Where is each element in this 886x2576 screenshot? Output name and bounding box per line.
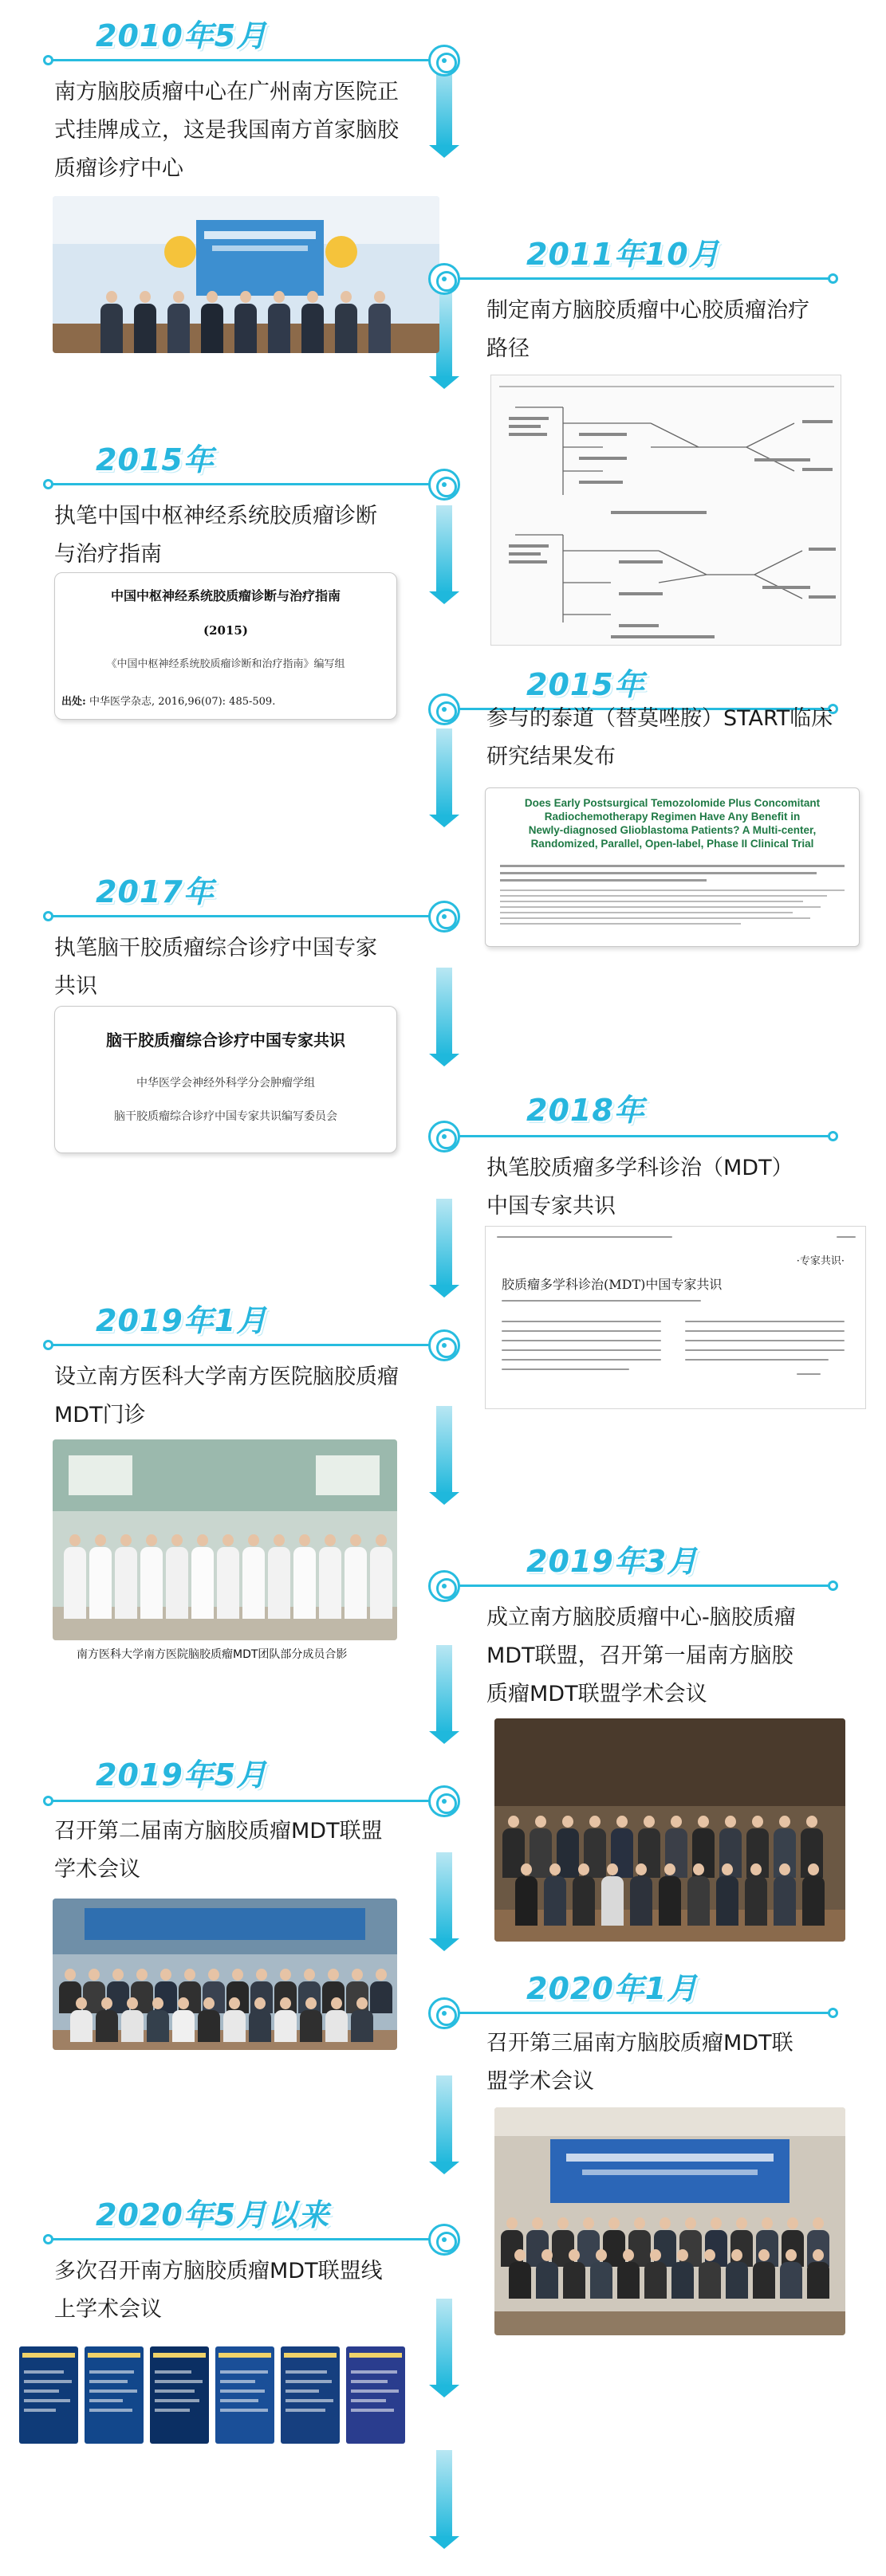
connector-line (443, 1135, 833, 1137)
brainstem-author-1: 中华医学会神经外科学分会肿瘤学组 (136, 1077, 315, 1090)
event-description: 参与的泰道（替莫唑胺）START临床 研究结果发布 (486, 706, 833, 769)
event-year: 2019年5月 (96, 1757, 268, 1793)
brainstem-author-2: 脑干胶质瘤综合诊疗中国专家共识编写委员会 (114, 1110, 337, 1123)
brainstem-title: 脑干胶质瘤综合诊疗中国专家共识 (106, 1031, 345, 1050)
guideline-document (54, 572, 397, 720)
event-description: 执笔中国中枢神经系统胶质瘤诊断 与治疗指南 (54, 504, 377, 567)
guideline-source-label: 出处: (61, 696, 86, 708)
timeline-node (428, 2224, 460, 2256)
connector-line (443, 2012, 833, 2014)
event-description: 多次召开南方脑胶质瘤MDT联盟线 上学术会议 (54, 2259, 383, 2322)
guideline-title: 中国中枢神经系统胶质瘤诊断与治疗指南 (110, 588, 341, 603)
event-year: 2020年1月 (526, 1971, 699, 2006)
first-conference-photo (494, 1718, 845, 1942)
event-description: 制定南方脑胶质瘤中心胶质瘤治疗 路径 (486, 298, 809, 361)
event-description: 执笔胶质瘤多学科诊治（MDT） 中国专家共识 (486, 1156, 793, 1219)
start-trial-paper (485, 787, 860, 947)
timeline-node (428, 901, 460, 933)
timeline-node (428, 45, 460, 77)
third-conference-photo (494, 2107, 845, 2335)
guideline-source: 中华医学杂志, 2016,96(07): 485-509. (89, 696, 276, 708)
event-description: 设立南方医科大学南方医院脑胶质瘤 MDT门诊 (54, 1365, 399, 1427)
connector-line (48, 1344, 447, 1346)
brainstem-consensus-document (54, 1006, 397, 1153)
timeline-node (428, 1570, 460, 1602)
timeline-node (428, 469, 460, 501)
connector-line (48, 915, 447, 917)
timeline-node (428, 693, 460, 725)
event-year: 2010年5月 (96, 18, 268, 53)
guideline-group: 《中国中枢神经系统胶质瘤诊断和治疗指南》编写组 (106, 658, 345, 670)
online-conference-posters (19, 2342, 418, 2453)
event-year: 2020年5月以来 (96, 2197, 330, 2232)
connector-line (48, 1800, 447, 1802)
event-year: 2017年 (96, 874, 215, 909)
event-year: 2015年 (96, 442, 215, 477)
event-year: 2015年 (526, 667, 645, 702)
guideline-year: (2015) (203, 623, 248, 638)
connector-line (443, 277, 833, 280)
event-description: 执笔脑干胶质瘤综合诊疗中国专家 共识 (54, 936, 377, 999)
mdt-title: 胶质瘤多学科诊治(MDT)中国专家共识 (502, 1277, 723, 1292)
connector-line (48, 483, 447, 485)
timeline-spine (436, 27, 452, 2538)
mdt-consensus-paper (485, 1226, 866, 1409)
event-year: 2019年1月 (96, 1303, 268, 1338)
ceremony-photo (53, 196, 439, 353)
event-year: 2011年10月 (526, 237, 720, 272)
connector-line (48, 59, 447, 61)
timeline-node (428, 1329, 460, 1361)
event-year: 2019年3月 (526, 1544, 699, 1579)
photo-caption: 南方医科大学南方医院脑胶质瘤MDT团队部分成员合影 (77, 1648, 348, 1661)
event-description: 成立南方脑胶质瘤中心-脑胶质瘤 MDT联盟，召开第一届南方脑胶 质瘤MDT联盟学术会议 (486, 1605, 796, 1706)
connector-line (48, 2238, 447, 2240)
mdt-team-photo (53, 1439, 397, 1640)
treatment-pathway-figure (490, 375, 841, 646)
event-description: 南方脑胶质瘤中心在广州南方医院正 式挂牌成立，这是我国南方首家脑胶 质瘤诊疗中心 (54, 80, 399, 181)
trial-title: Does Early Postsurgical Temozolomide Plus Concomitant Radiochemotherapy Regimen Have Any Benefit in Newly-diagnosed Glioblastoma Patients? A Multi-center, Randomized, Parallel, Open-label, Phase II Clinical Trial (524, 797, 821, 850)
timeline-node (428, 1121, 460, 1153)
mdt-tag: ·专家共识· (796, 1255, 845, 1267)
event-description: 召开第三届南方脑胶质瘤MDT联 盟学术会议 (486, 2031, 793, 2094)
event-description: 召开第二届南方脑胶质瘤MDT联盟 学术会议 (54, 1819, 383, 1882)
timeline-node (428, 263, 460, 295)
event-year: 2018年 (526, 1093, 645, 1128)
timeline-node (428, 1997, 460, 2029)
second-conference-photo (53, 1899, 397, 2050)
connector-line (443, 1584, 833, 1587)
